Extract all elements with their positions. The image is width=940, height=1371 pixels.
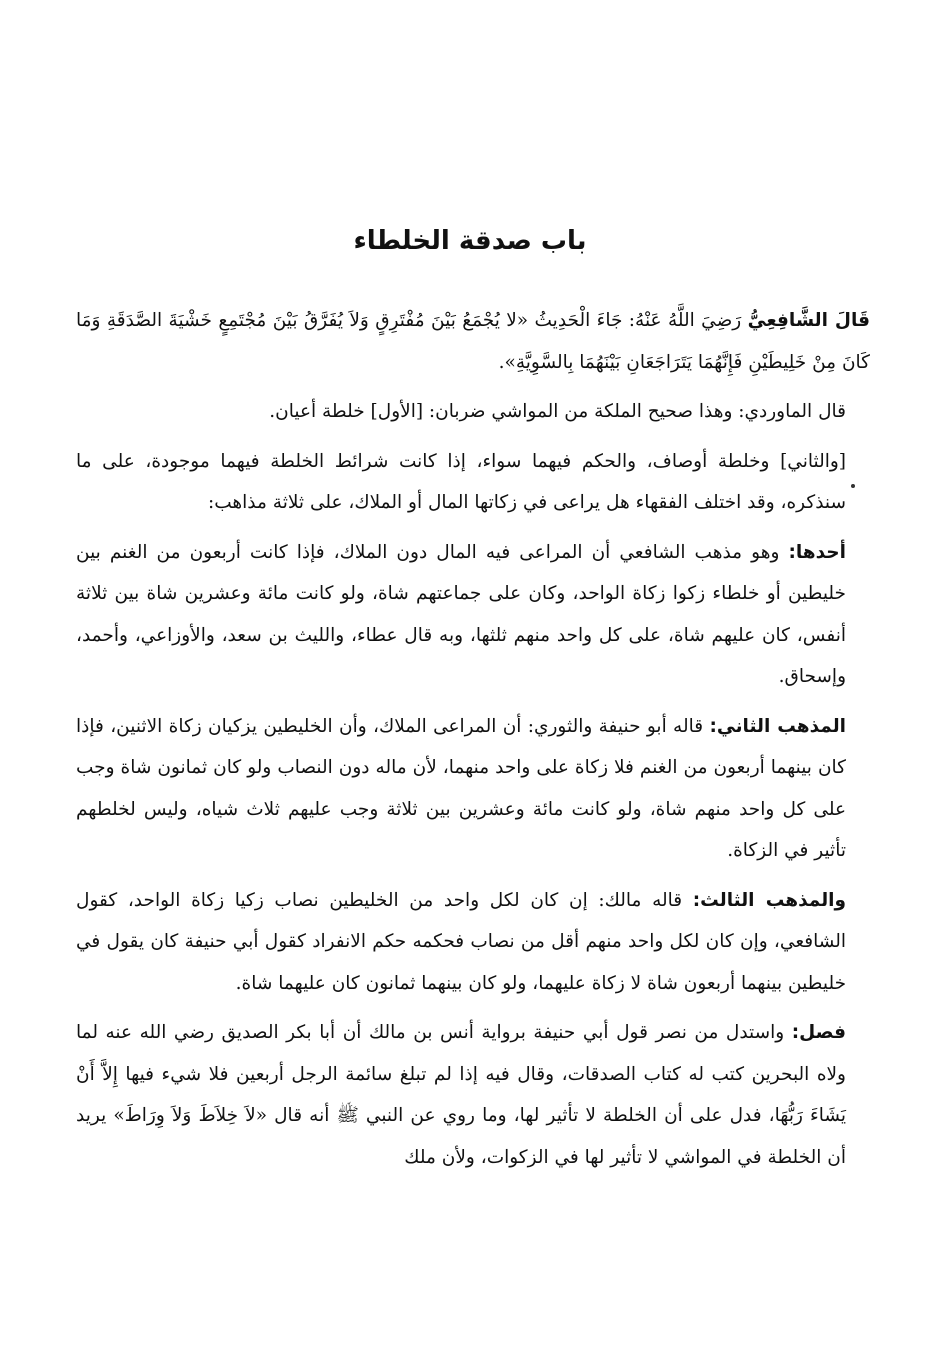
paragraph-lead: فصل: bbox=[791, 1022, 846, 1043]
paragraph-third-madhhab bbox=[76, 880, 870, 1005]
paragraph-mawardi bbox=[76, 391, 870, 433]
paragraph-text: قاله مالك: إن كان لكل واحد من الخليطين نصاب زكيا زكاة الواحد، كقول الشافعي، وإن كان لكل واحد منهم أقل من نصاب فحكمه حكم الانفراد كقول أبي حنيفة كان يقول في خليطين بينهما أربعون شاة لا زكاة عليهما، ولو كان بينهما ثمانون كان عليهما شاة. bbox=[76, 889, 846, 994]
paragraph-lead: أحدها: bbox=[788, 541, 846, 563]
paragraph-lead: المذهب الثاني: bbox=[709, 715, 847, 737]
chapter-title: باب صدقة الخلطاء bbox=[353, 226, 587, 256]
paragraph-lead: والمذهب الثالث: bbox=[692, 889, 846, 911]
paragraph-fasl bbox=[76, 1012, 870, 1178]
paragraph-text: رَضِيَ اللَّهُ عَنْهُ: جَاءَ الْحَدِيثُ «لا يُجْمَعُ بَيْنَ مُفْتَرِقٍ وَلاَ يُفَرَّقُ بَيْنَ مُجْتَمِعٍ خَشْيَةَ الصَّدَقَةِ وَمَا كَانَ مِنْ خَلِيطَيْنِ فَإِنَّهُمَا يَتَرَاجَعَانِ بَيْنَهُمَا بِالسَّوِيَّةِ». bbox=[76, 310, 870, 373]
paragraph-text: قاله أبو حنيفة والثوري: أن المراعى الملاك، وأن الخليطين يزكيان زكاة الاثنين، فإذا كان بينهما أربعون من الغنم فلا زكاة على واحد منهما، لأن ماله دون النصاب ولو كان ثمانون شاة وجب على كل واحد منهم شاة، ولو كانت مائة وعشرين بين ثلاثة وجب عليهم ثلاث شياه، وليس لخلطهم تأثير في الزكاة. bbox=[76, 715, 846, 861]
paragraph-hadith bbox=[76, 300, 870, 383]
paragraph-lead: قَالَ الشَّافِعِيُّ bbox=[747, 310, 870, 331]
paragraph-second-type bbox=[76, 441, 870, 524]
paragraph-second-madhhab bbox=[76, 706, 870, 872]
paragraph-text: قال الماوردي: وهذا صحيح الملكة من المواشي ضربان: [الأول] خلطة أعيان. bbox=[269, 401, 846, 422]
paragraph-first-madhhab bbox=[76, 532, 870, 698]
paragraph-text: واستدل من نصر قول أبي حنيفة برواية أنس بن مالك أن أبا بكر الصديق رضي الله عنه لما ولاه البحرين كتب له كتاب الصدقات، وقال فيه إذا لم تبلغ سائمة الرجل أربعين فلا شيء فيها إِلاَّ أَنْ يَشَاءَ رَبُّهَا، فدل على أن الخلطة لا تأثير لها، وما روي عن النبي ﷺ أنه قال «لاَ خِلاَطَ وَلاَ وِرَاطَ» يريد أن الخلطة في المواشي لا تأثير لها في الزكوات، ولأن ملك bbox=[76, 1022, 846, 1168]
paragraph-text: وهو مذهب الشافعي أن المراعى فيه المال دون الملاك، فإذا كانت أربعون من الغنم بين خليطين أو خلطاء زكوا زكاة الواحد، وكان على جماعتهم شاة، ولو كانت مائة وعشرين شاة بين ثلاثة أنفس، كان عليهم شاة، على كل واحد منهم ثلثها، وبه قال عطاء، والليث بن سعد، والأوزاعي، وأحمد، وإسحاق. bbox=[76, 541, 846, 687]
body-text bbox=[76, 300, 870, 1186]
paragraph-text: [والثاني] وخلطة أوصاف، والحكم فيهما سواء، إذا كانت شرائط الخلطة فيهما موجودة، على ما سنذكره، وقد اختلف الفقهاء هل يراعى في زكاتها المال أو الملاك، على ثلاثة مذاهب: bbox=[76, 450, 846, 513]
